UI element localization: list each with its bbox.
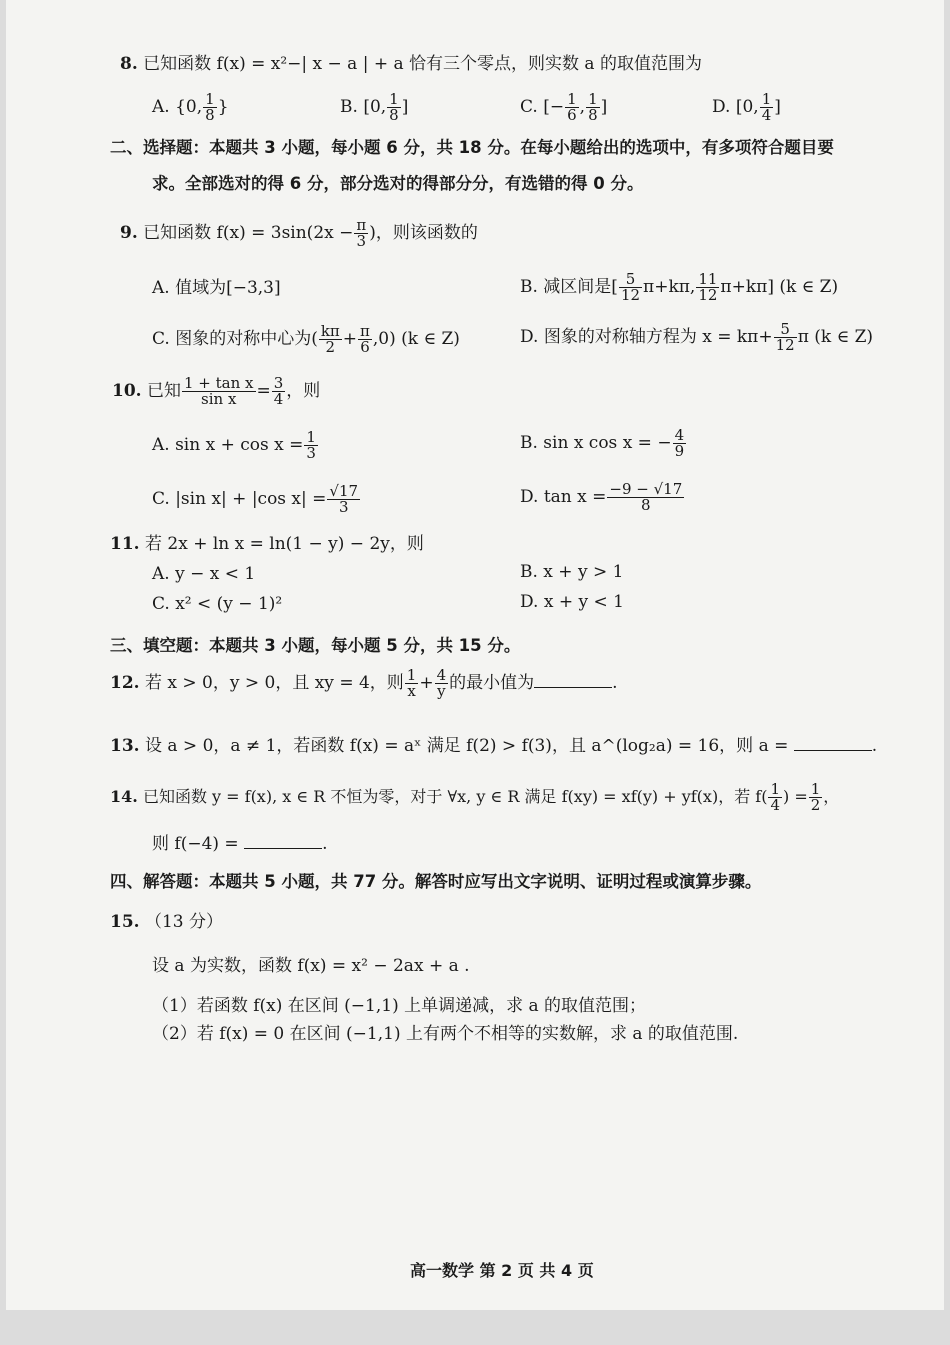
fraction (586, 92, 600, 123)
q9-option-d (520, 322, 873, 353)
fraction (358, 324, 372, 355)
question-number: 13. (110, 736, 140, 756)
denominator: sin x (201, 390, 237, 408)
q10-option-c (152, 484, 361, 515)
answer-blank[interactable] (794, 736, 872, 751)
option-text: } (217, 97, 229, 117)
question-number: 15. (110, 912, 140, 932)
fraction (565, 92, 579, 123)
numerator: 1 (205, 90, 215, 108)
numerator: 1 (810, 780, 821, 798)
numerator: 4 (674, 426, 685, 444)
numerator: 1 (761, 90, 772, 108)
question-text: 已知函数 f(x) = x²−| x − a | + a 恰有三个零点，则实数 a 的取值范围为 (143, 54, 702, 74)
denominator: 4 (770, 796, 780, 814)
question-score: （13 分） (144, 912, 224, 932)
fraction (619, 272, 642, 303)
numerator: 3 (273, 374, 284, 392)
question-text: = (256, 381, 271, 401)
option-text: {0, (175, 97, 203, 117)
question-number: 8. (120, 54, 138, 74)
question-text: 设 a > 0，a ≠ 1，若函数 f(x) = aˣ 满足 f(2) > f(3)，且 a^(log₂a) = 16，则 a = (144, 736, 789, 756)
fraction (272, 376, 286, 407)
denominator: 12 (620, 286, 641, 304)
option-text: [− (543, 97, 565, 117)
denominator: 8 (389, 106, 399, 124)
denominator: 8 (641, 496, 651, 514)
section-3-heading: 三、填空题：本题共 3 小题，每小题 5 分，共 15 分。 (110, 636, 521, 655)
numerator: 1 + tan x (183, 374, 254, 392)
numerator: π (356, 216, 367, 234)
page-footer: 高一数学 第 2 页 共 4 页 (410, 1261, 594, 1280)
numerator: 11 (698, 270, 718, 288)
option-label: B. (340, 97, 358, 117)
fraction (327, 484, 360, 515)
fraction (387, 92, 401, 123)
fraction (319, 324, 342, 355)
question-text: + (419, 673, 434, 693)
question-text: 已知 (146, 381, 181, 401)
fraction (760, 92, 774, 123)
answer-blank[interactable] (244, 834, 322, 849)
option-text: ] (401, 97, 409, 117)
denominator: 12 (775, 336, 795, 354)
section-4-heading: 四、解答题：本题共 5 小题，共 77 分。解答时应写出文字说明、证明过程或演算步骤。 (110, 872, 762, 891)
numerator: kπ (320, 322, 340, 340)
numerator: π (360, 322, 370, 340)
option-text: C. 图象的对称中心为( (152, 329, 318, 349)
q9-option-a: A. 值域为[−3,3] (152, 278, 281, 298)
q15-part-2: （2）若 f(x) = 0 在区间 (−1,1) 上有两个不相等的实数解，求 a 的取值范围. (152, 1024, 739, 1044)
option-text: [0, (363, 97, 387, 117)
numerator: −9 − √17 (609, 480, 683, 498)
denominator: 4 (761, 106, 772, 124)
denominator: 6 (567, 106, 577, 124)
q10-option-a (152, 430, 319, 461)
option-text: ] (774, 97, 781, 117)
option-label: D. (712, 97, 731, 117)
q15-intro: 设 a 为实数，函数 f(x) = x² − 2ax + a . (152, 956, 470, 976)
question-8 (120, 56, 702, 73)
fraction (182, 376, 256, 407)
fraction (304, 430, 318, 461)
question-text: . (612, 673, 618, 693)
denominator: y (437, 682, 446, 700)
denominator: 12 (698, 286, 718, 304)
question-text: ， (823, 787, 840, 806)
denominator: 8 (205, 106, 215, 124)
fraction (673, 428, 687, 459)
option-text: π+kπ] (k ∈ Z) (720, 277, 839, 297)
numerator: 1 (567, 90, 577, 108)
numerator: 1 (389, 90, 399, 108)
question-text: 若 2x + ln x = ln(1 − y) − 2y，则 (144, 534, 424, 554)
option-text: D. 图象的对称轴方程为 x = kπ+ (520, 327, 773, 347)
question-9 (120, 218, 478, 249)
denominator: 3 (356, 232, 367, 250)
question-text: 已知函数 y = f(x), x ∈ R 不恒为零，对于 ∀x, y ∈ R 满足 f(xy) = xf(y) + yf(x)，若 f( (142, 787, 768, 806)
fraction (768, 782, 782, 813)
numerator: 1 (306, 428, 316, 446)
q15-part-1: （1）若函数 f(x) 在区间 (−1,1) 上单调递减，求 a 的取值范围； (152, 996, 647, 1016)
question-11 (110, 536, 424, 553)
question-13 (110, 736, 877, 755)
q11-option-a: A. y − x < 1 (152, 564, 256, 584)
question-text: 则 f(−4) = (152, 834, 239, 854)
q8-option-c (520, 92, 607, 123)
question-text: ，则 (286, 381, 321, 401)
fraction (809, 782, 823, 813)
option-text: D. tan x = (520, 487, 607, 507)
denominator: 3 (306, 444, 316, 462)
section-2-heading-cont: 求。全部选对的得 6 分，部分选对的得部分分，有选错的得 0 分。 (152, 174, 644, 193)
question-number: 12. (110, 673, 140, 693)
fraction (354, 218, 368, 249)
q9-option-b (520, 272, 838, 303)
question-10 (112, 376, 320, 407)
denominator: 2 (810, 796, 821, 814)
question-text: 若 x > 0，y > 0，且 xy = 4，则 (144, 673, 404, 693)
denominator: 4 (273, 390, 284, 408)
q11-option-b: B. x + y > 1 (520, 562, 624, 582)
fraction (435, 668, 449, 699)
q8-option-d (712, 92, 781, 123)
numerator: 5 (619, 272, 642, 288)
answer-blank[interactable] (534, 673, 612, 688)
denominator: 2 (325, 338, 336, 356)
numerator: √17 (329, 482, 359, 500)
q9-option-c (152, 324, 460, 355)
option-text: B. 减区间是[ (520, 277, 618, 297)
option-text: π (k ∈ Z) (797, 327, 874, 347)
option-label: A. (152, 97, 170, 117)
fraction (405, 668, 419, 699)
fraction (696, 272, 719, 303)
question-number: 9. (120, 223, 138, 243)
question-text: . (322, 834, 328, 854)
denominator: 9 (674, 442, 685, 460)
option-text: C. |sin x| + |cos x| = (152, 489, 327, 509)
option-text: A. sin x + cos x = (152, 435, 304, 455)
section-2-heading: 二、选择题：本题共 3 小题，每小题 6 分，共 18 分。在每小题给出的选项中，有多项符合题目要 (110, 138, 834, 157)
numerator: 1 (770, 780, 780, 798)
option-text: , (579, 97, 586, 117)
option-label: C. (520, 97, 538, 117)
option-text: [0, (735, 97, 759, 117)
fraction (607, 482, 684, 513)
exam-page (6, 0, 944, 1310)
question-15 (110, 914, 223, 931)
fraction (203, 92, 217, 123)
question-text: )，则该函数的 (369, 223, 478, 243)
denominator: x (407, 682, 416, 700)
numerator: 1 (588, 90, 598, 108)
question-number: 14. (110, 787, 138, 806)
q11-option-c: C. x² < (y − 1)² (152, 594, 283, 614)
question-text: ) = (783, 787, 808, 806)
option-text: ,0) (k ∈ Z) (372, 329, 460, 349)
option-text: π+kπ, (643, 277, 696, 297)
option-text: ] (600, 97, 608, 117)
question-number: 10. (112, 381, 142, 401)
question-14-cont (152, 834, 327, 853)
denominator: 6 (360, 338, 370, 356)
q10-option-b (520, 428, 687, 459)
numerator: 1 (406, 666, 417, 684)
question-number: 11. (110, 534, 140, 554)
question-text: 的最小值为 (449, 673, 535, 693)
fraction (774, 322, 797, 353)
numerator: 4 (436, 666, 447, 684)
q11-option-d: D. x + y < 1 (520, 592, 624, 612)
q10-option-d (520, 482, 685, 513)
question-14 (110, 782, 839, 813)
option-text: + (342, 329, 358, 349)
question-text: 已知函数 f(x) = 3sin(2x − (143, 223, 354, 243)
numerator: 5 (774, 322, 797, 338)
question-12 (110, 668, 618, 699)
q8-option-b (340, 92, 408, 123)
denominator: 3 (338, 498, 349, 516)
question-text: . (871, 736, 878, 756)
option-text: B. sin x cos x = − (520, 433, 672, 453)
denominator: 8 (588, 106, 598, 124)
q8-option-a (152, 92, 229, 123)
